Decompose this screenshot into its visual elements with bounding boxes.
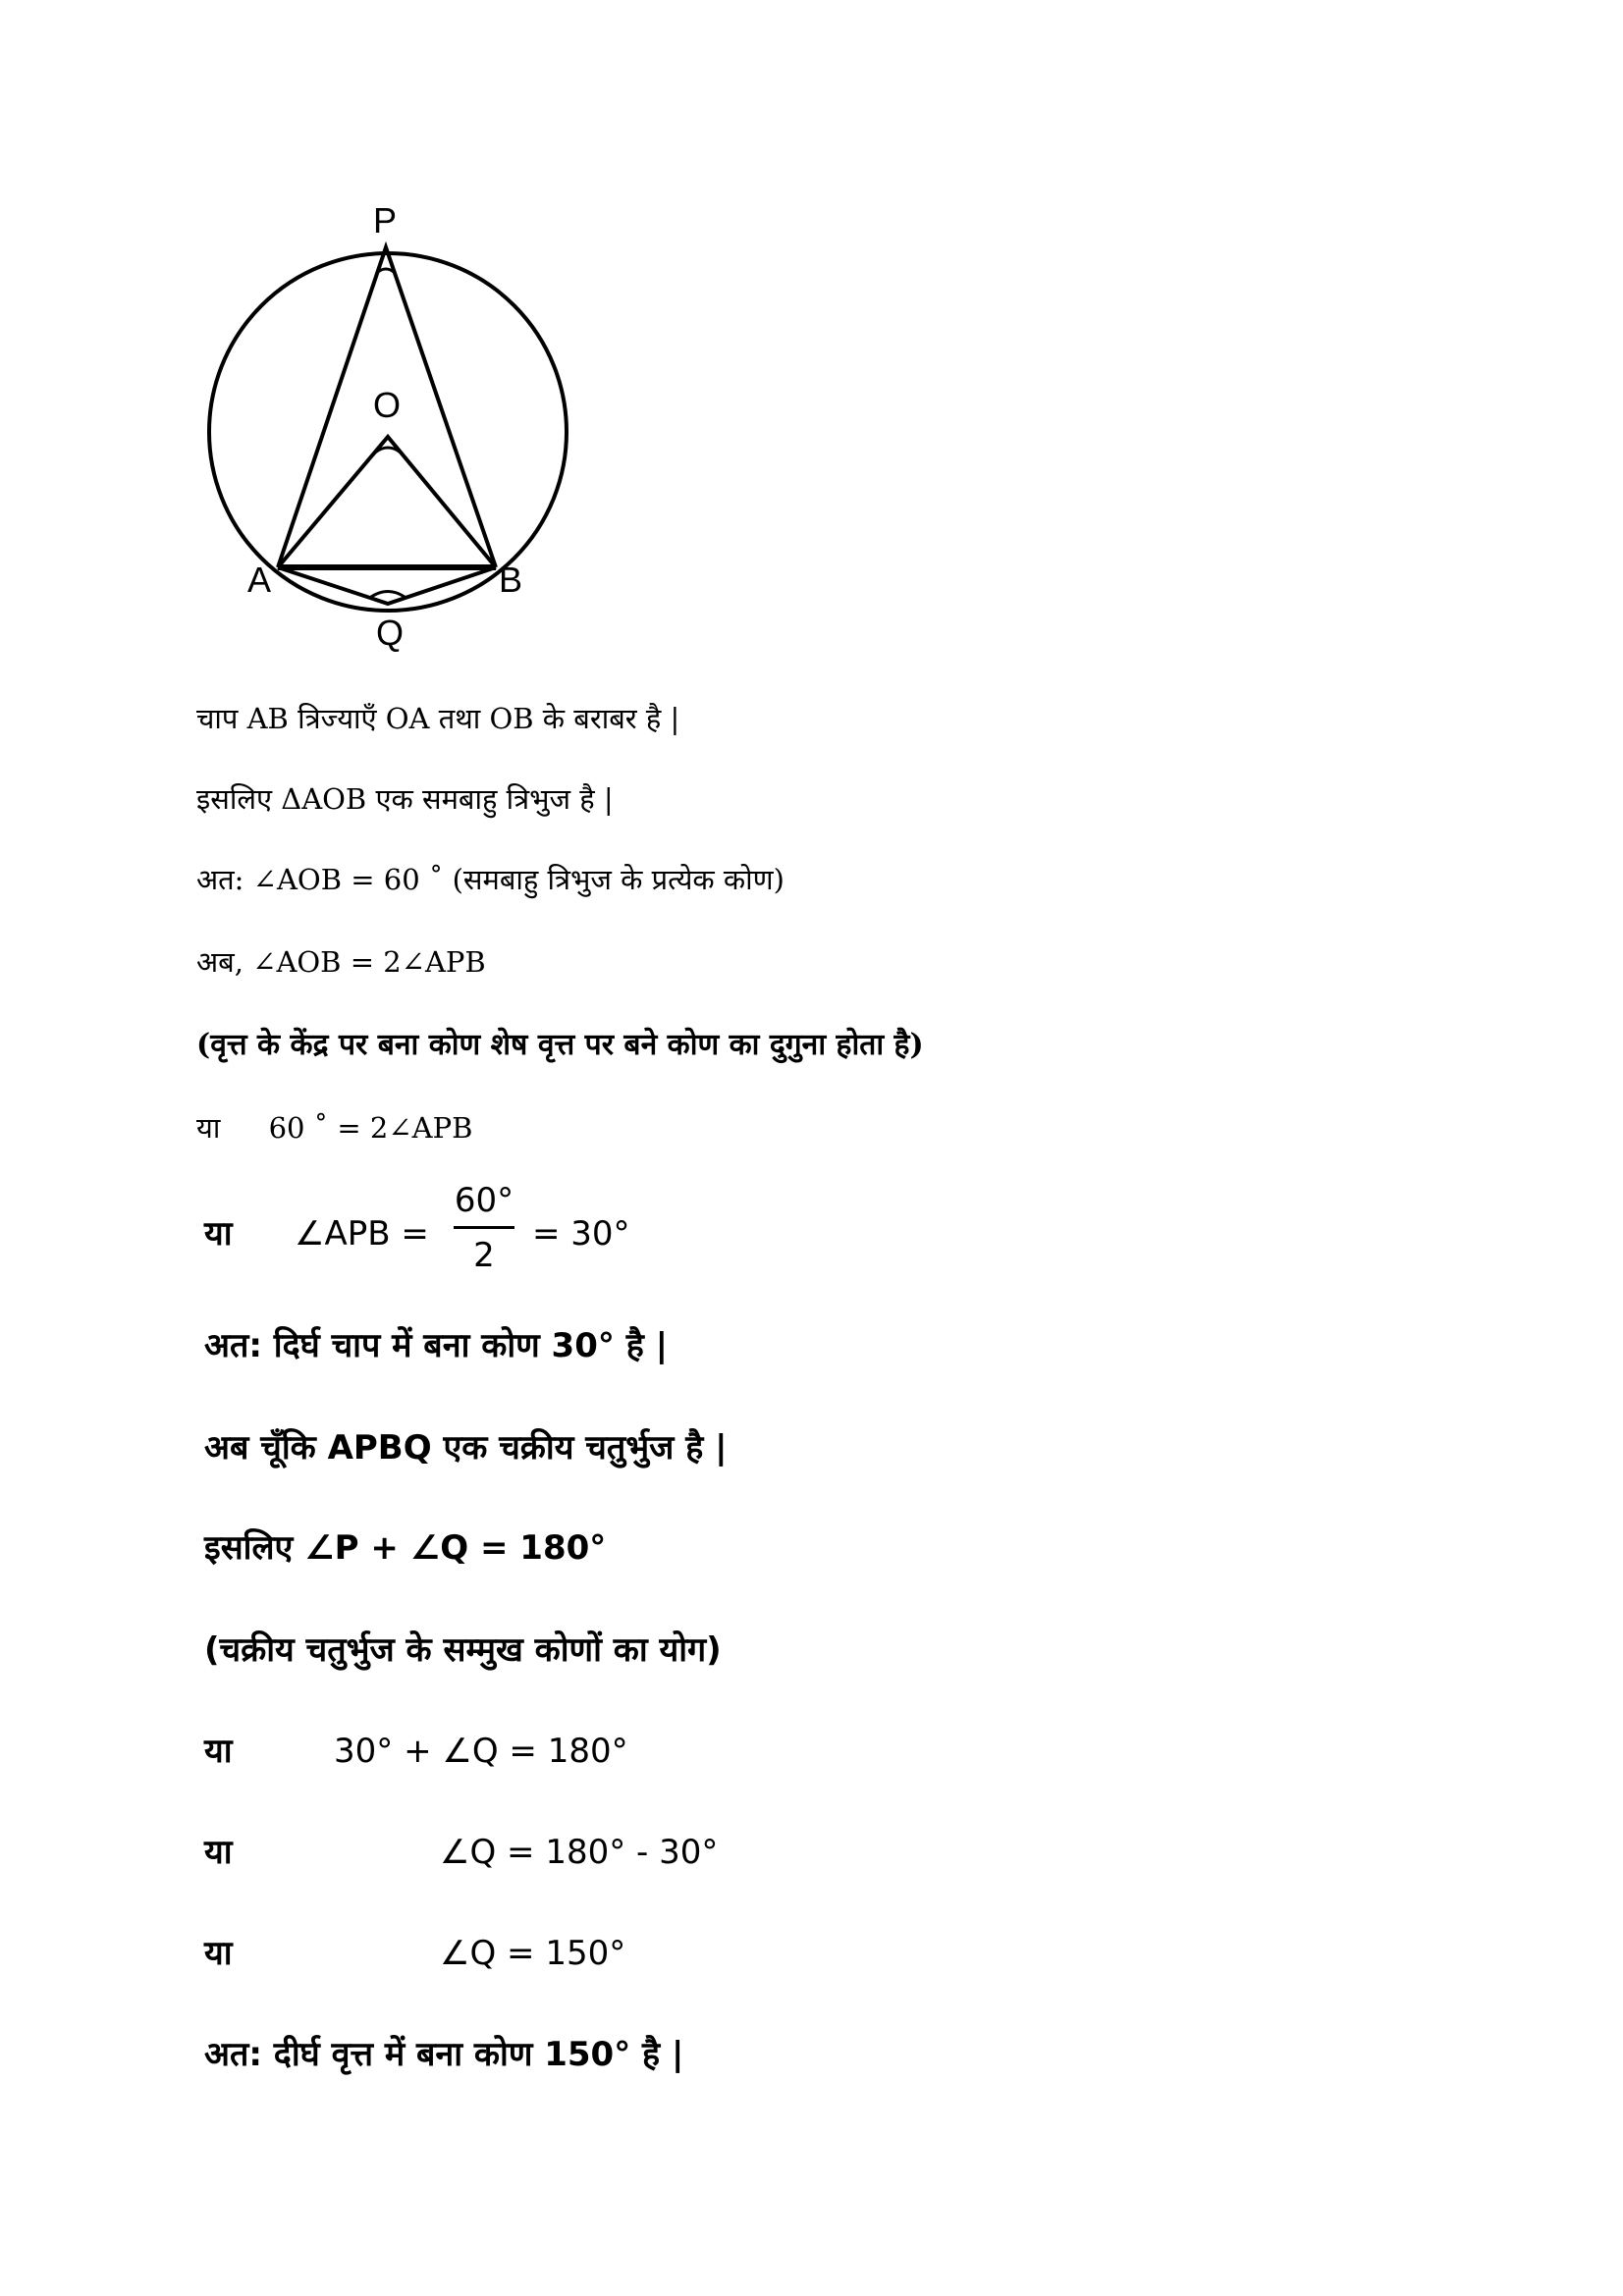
equation-13: ∠Q = 180° - 30° — [440, 1833, 719, 1872]
ya-word-13: या — [204, 1833, 233, 1872]
equation-7-lhs: ∠APB = — [295, 1214, 429, 1254]
equation-7-rhs: = 30° — [532, 1214, 630, 1254]
text-line-4: अब, ∠AOB = 2∠APB — [196, 945, 486, 979]
text-line-6 — [196, 1111, 473, 1145]
text-line-8: अत: दिर्घ चाप में बना कोण 30° है | — [204, 1326, 669, 1365]
equation-12: 30° + ∠Q = 180° — [334, 1732, 628, 1771]
angle-p-arc — [378, 269, 394, 272]
fraction-denominator: 2 — [473, 1236, 495, 1275]
text-line-5: (वृत्त के केंद्र पर बना कोण शेष वृत्त पर बने कोण का दुगुना होता है) — [196, 1028, 924, 1062]
fraction-60-over-2 — [450, 1181, 518, 1274]
ya-word-7: या — [204, 1214, 233, 1254]
text-line-10: इसलिए ∠P + ∠Q = 180° — [204, 1528, 607, 1568]
text-line-3: अत: ∠AOB = 60 ˚ (समबाहु त्रिभुज के प्रत्येक कोण) — [196, 863, 784, 896]
angle-q-arc — [371, 592, 405, 598]
equation-14: ∠Q = 150° — [440, 1934, 626, 1973]
label-b: B — [499, 560, 523, 600]
label-a: A — [247, 560, 272, 600]
label-q: Q — [376, 613, 405, 653]
chords-aq-qb — [278, 567, 496, 604]
text-line-1: चाप AB त्रिज्याएँ OA तथा OB के बराबर है | — [196, 702, 680, 735]
angle-o-arc — [375, 448, 401, 453]
label-p: P — [373, 200, 398, 240]
geometry-figure — [196, 191, 589, 663]
radii-oa-ob — [278, 437, 496, 567]
ya-word: या — [196, 1111, 221, 1145]
text-line-11: (चक्रीय चतुर्भुज के सम्मुख कोणों का योग) — [204, 1630, 722, 1670]
fraction-numerator: 60° — [454, 1181, 514, 1220]
circle — [209, 253, 567, 611]
fraction-bar — [454, 1226, 514, 1229]
text-line-2: इसलिए ΔAOB एक समबाहु त्रिभुज है | — [196, 782, 614, 816]
text-line-9: अब चूँकि APBQ एक चक्रीय चतुर्भुज है | — [204, 1428, 728, 1468]
ya-word-14: या — [204, 1934, 233, 1973]
label-o: O — [373, 385, 402, 425]
text-line-15: अत: दीर्घ वृत्त में बना कोण 150° है | — [204, 2035, 684, 2074]
equation-6: 60 ˚ = 2∠APB — [268, 1111, 473, 1145]
circle-diagram — [196, 191, 589, 663]
ya-word-12: या — [204, 1732, 233, 1771]
